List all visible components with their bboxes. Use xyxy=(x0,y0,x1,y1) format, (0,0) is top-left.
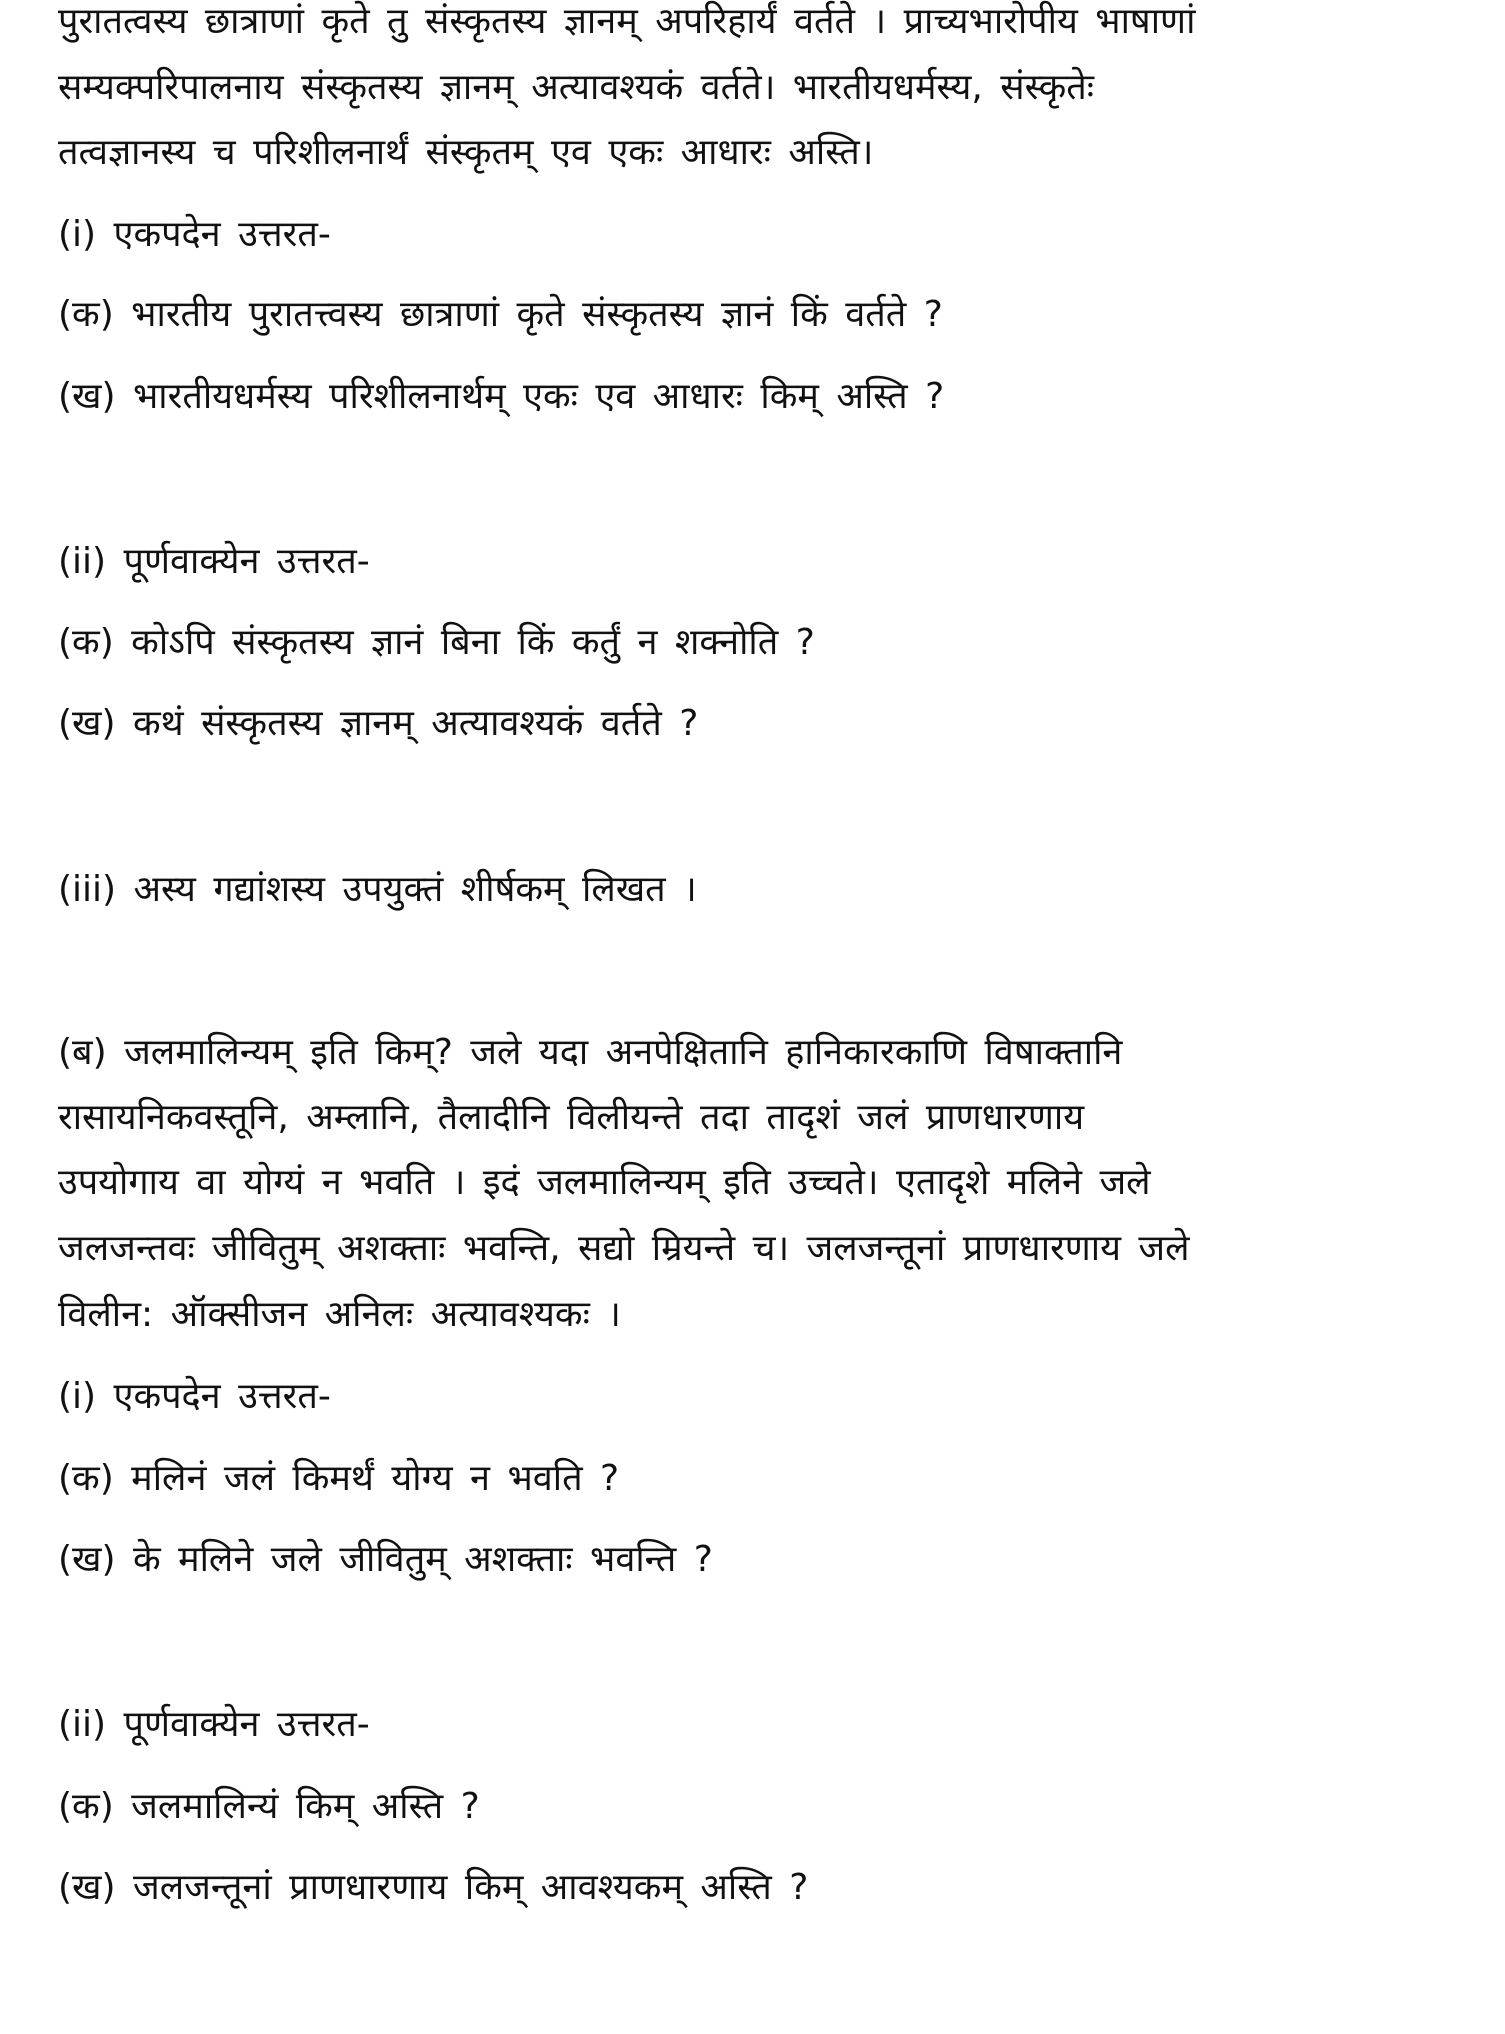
question: (ख) जलजन्तूनां प्राणधारणाय किम् आवश्यकम् अस्ति ? xyxy=(58,1867,809,1908)
passage-line: जलजन्तवः जीवितुम् अशक्ताः भवन्ति, सद्यो म्रियन्ते च। जलजन्तूनां प्राणधारणाय जले xyxy=(58,1228,1190,1269)
question: (ख) के मलिने जले जीवितुम् अशक्ताः भवन्ति ? xyxy=(58,1539,713,1580)
passage-line: पुरातत्वस्य छात्राणां कृते तु संस्कृतस्य ज्ञानम् अपरिहार्यं वर्तते । प्राच्यभारोपीय भाषाणां xyxy=(58,1,1196,42)
question: (क) जलमालिन्यं किम् अस्ति ? xyxy=(58,1786,480,1827)
passage-line: सम्यक्परिपालनाय संस्कृतस्य ज्ञानम् अत्यावश्यकं वर्तते। भारतीयधर्मस्य, संस्कृतेः xyxy=(58,67,1095,108)
question: (ख) भारतीयधर्मस्य परिशीलनार्थम् एकः एव आधारः किम् अस्ति ? xyxy=(58,376,945,417)
question: (क) भारतीय पुरातत्त्वस्य छात्राणां कृते संस्कृतस्य ज्ञानं किं वर्तते ? xyxy=(58,294,943,335)
question: (क) मलिनं जलं किमर्थं योग्य न भवति ? xyxy=(58,1458,620,1499)
question-heading: (ii) पूर्णवाक्येन उत्तरत- xyxy=(58,541,370,582)
question: (ख) कथं संस्कृतस्य ज्ञानम् अत्यावश्यकं वर्तते ? xyxy=(58,703,699,744)
question-heading: (i) एकपदेन उत्तरत- xyxy=(58,214,331,255)
question-heading: (i) एकपदेन उत्तरत- xyxy=(58,1376,331,1417)
passage-line: रासायनिकवस्तूनि, अम्लानि, तैलादीनि विलीयन्ते तदा तादृशं जलं प्राणधारणाय xyxy=(58,1097,1085,1138)
passage-line: तत्वज्ञानस्य च परिशीलनार्थं संस्कृतम् एव एकः आधारः अस्ति। xyxy=(58,132,874,173)
question-heading: (ii) पूर्णवाक्येन उत्तरत- xyxy=(58,1704,370,1745)
passage-line: विलीन: ऑक्सीजन अनिलः अत्यावश्यकः । xyxy=(58,1294,621,1335)
passage-line: उपयोगाय वा योग्यं न भवति । इदं जलमालिन्यम् इति उच्चते। एतादृशे मलिने जले xyxy=(58,1162,1151,1203)
question: (क) कोऽपि संस्कृतस्य ज्ञानं बिना किं कर्तुं न शक्नोति ? xyxy=(58,622,815,663)
question: (iii) अस्य गद्यांशस्य उपयुक्तं शीर्षकम् लिखत । xyxy=(58,869,697,910)
passage-line: (ब) जलमालिन्यम् इति किम्? जले यदा अनपेक्षितानि हानिकारकाणि विषाक्तानि xyxy=(58,1032,1123,1073)
